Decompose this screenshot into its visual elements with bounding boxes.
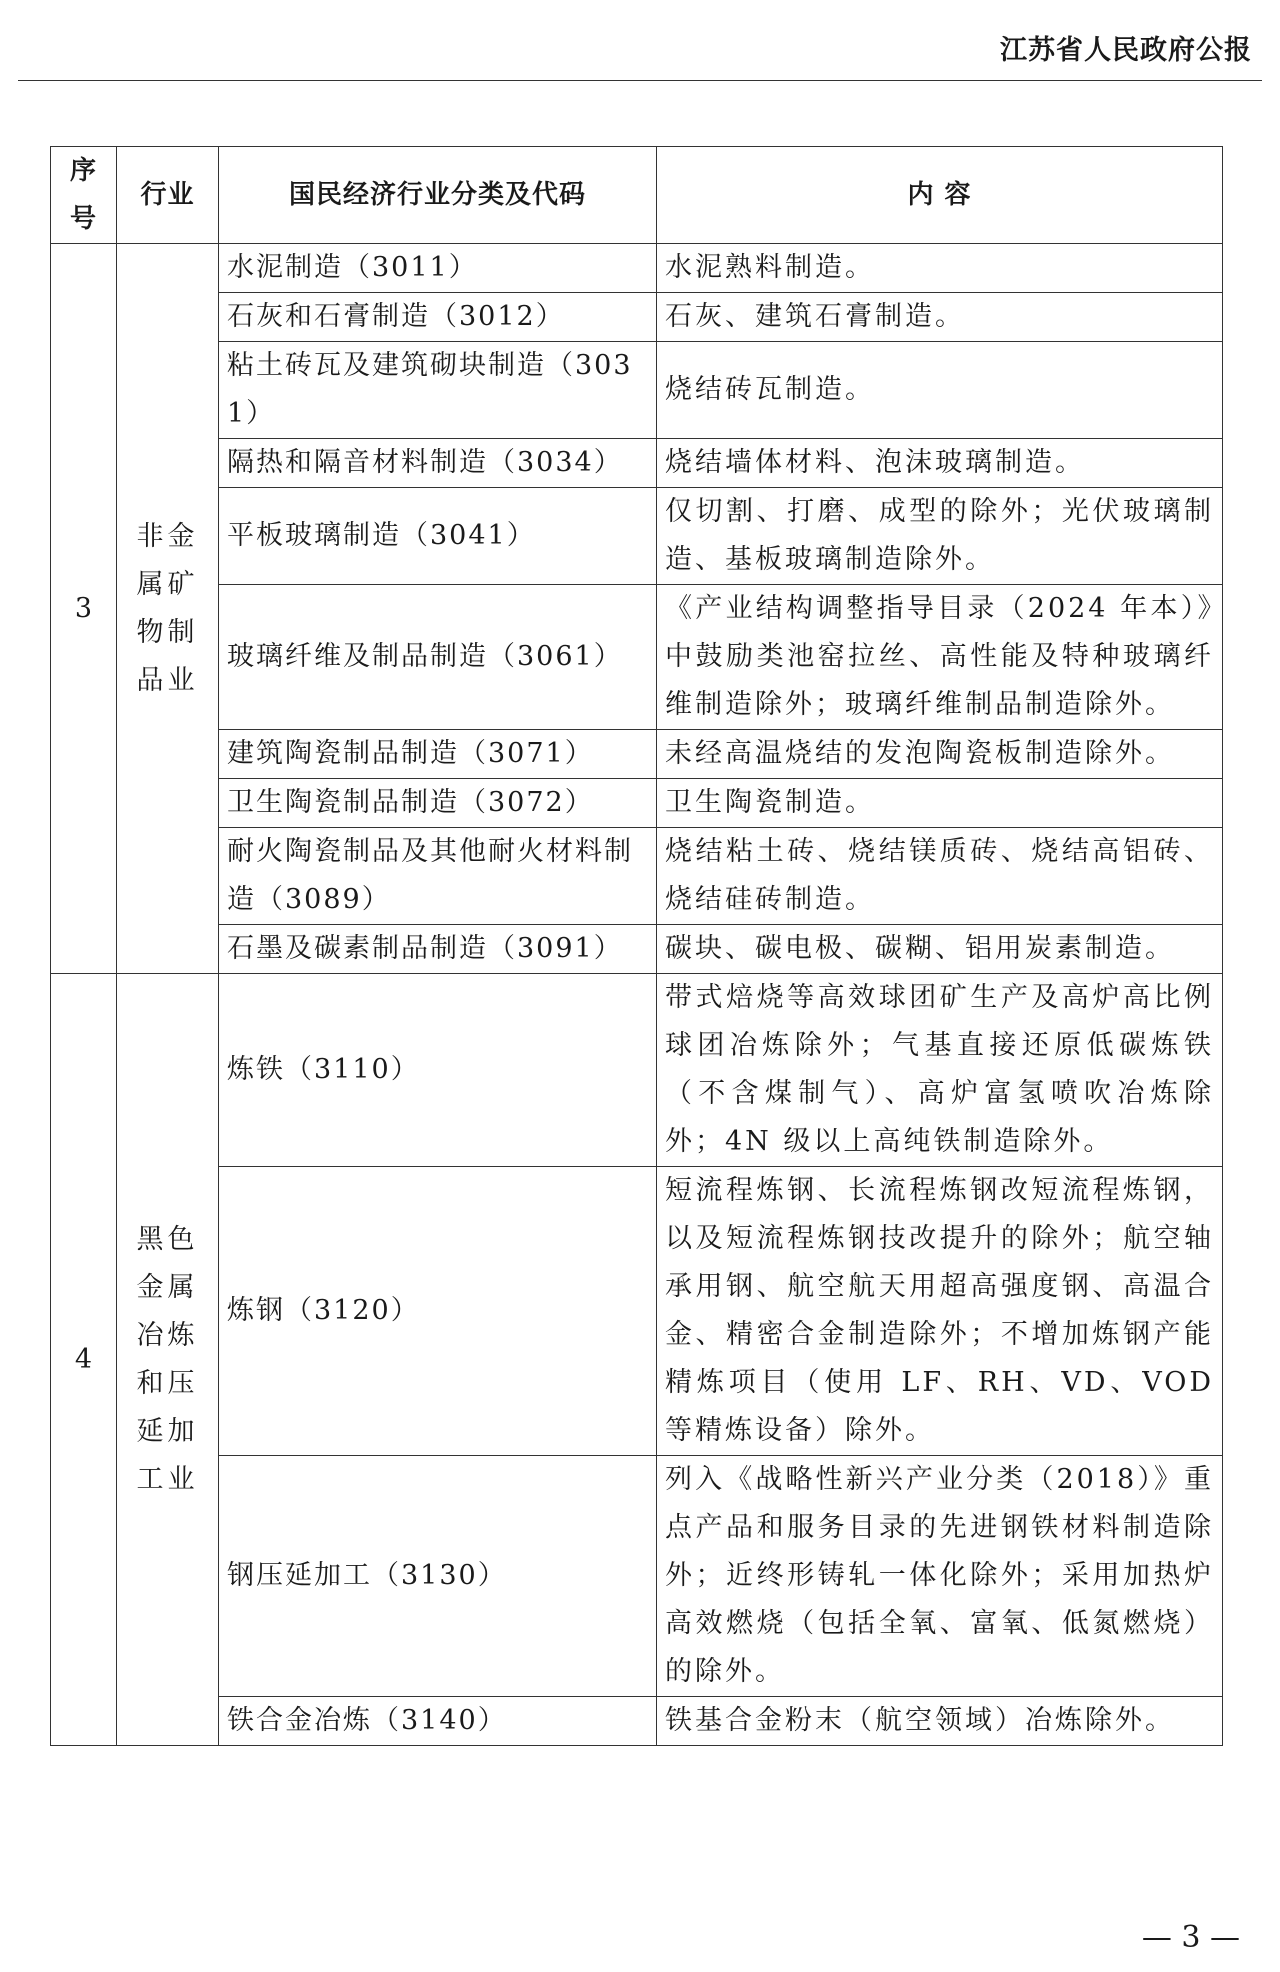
group-industry: 黑色金属冶炼和压延加工业	[117, 974, 219, 1746]
content-cell: 仅切割、打磨、成型的除外；光伏玻璃制造、基板玻璃制造除外。	[657, 488, 1223, 585]
table-row	[51, 779, 1223, 828]
content-cell: 未经高温烧结的发泡陶瓷板制造除外。	[657, 730, 1223, 779]
classification-cell: 隔热和隔音材料制造（3034）	[219, 439, 657, 488]
content-cell: 石灰、建筑石膏制造。	[657, 293, 1223, 342]
table-row	[51, 293, 1223, 342]
content-cell: 碳块、碳电极、碳糊、铝用炭素制造。	[657, 925, 1223, 974]
page-number: — 3 —	[1141, 1920, 1240, 1955]
table-row	[51, 342, 1223, 439]
table-row	[51, 1167, 1223, 1456]
table-row	[51, 730, 1223, 779]
content-cell: 烧结砖瓦制造。	[657, 342, 1223, 439]
content-cell: 带式焙烧等高效球团矿生产及高炉高比例球团冶炼除外；气基直接还原低碳炼铁（不含煤制气）、高炉富氢喷吹冶炼除外；4N 级以上高纯铁制造除外。	[657, 974, 1223, 1167]
classification-cell: 石灰和石膏制造（3012）	[219, 293, 657, 342]
table-row	[51, 1456, 1223, 1697]
table-row	[51, 585, 1223, 730]
classification-cell: 建筑陶瓷制品制造（3071）	[219, 730, 657, 779]
classification-cell: 石墨及碳素制品制造（3091）	[219, 925, 657, 974]
classification-cell: 炼钢（3120）	[219, 1167, 657, 1456]
col-header-content: 内 容	[657, 147, 1223, 244]
classification-cell: 玻璃纤维及制品制造（3061）	[219, 585, 657, 730]
header-rule	[18, 80, 1262, 81]
classification-cell: 粘土砖瓦及建筑砌块制造（3031）	[219, 342, 657, 439]
table-row	[51, 828, 1223, 925]
table-row	[51, 244, 1223, 293]
classification-cell: 钢压延加工（3130）	[219, 1456, 657, 1697]
content-cell: 水泥熟料制造。	[657, 244, 1223, 293]
classification-cell: 炼铁（3110）	[219, 974, 657, 1167]
group-number: 3	[51, 244, 117, 974]
group-industry: 非金属矿物制品业	[117, 244, 219, 974]
content-cell: 列入《战略性新兴产业分类（2018）》重点产品和服务目录的先进钢铁材料制造除外；近终形铸轧一体化除外；采用加热炉高效燃烧（包括全氧、富氧、低氮燃烧）的除外。	[657, 1456, 1223, 1697]
page-header	[0, 0, 1280, 84]
classification-cell: 耐火陶瓷制品及其他耐火材料制造（3089）	[219, 828, 657, 925]
content-cell: 烧结墙体材料、泡沫玻璃制造。	[657, 439, 1223, 488]
publication-title: 江苏省人民政府公报	[1000, 35, 1252, 66]
classification-cell: 铁合金冶炼（3140）	[219, 1697, 657, 1746]
page-footer	[0, 1920, 1280, 1955]
group-number: 4	[51, 974, 117, 1746]
table-row	[51, 439, 1223, 488]
table-row	[51, 488, 1223, 585]
col-header-industry: 行业	[117, 147, 219, 244]
classification-cell: 平板玻璃制造（3041）	[219, 488, 657, 585]
table-row	[51, 1697, 1223, 1746]
col-header-classification: 国民经济行业分类及代码	[219, 147, 657, 244]
table-row	[51, 974, 1223, 1167]
classification-cell: 卫生陶瓷制品制造（3072）	[219, 779, 657, 828]
content-cell: 卫生陶瓷制造。	[657, 779, 1223, 828]
table-row	[51, 925, 1223, 974]
content-cell: 短流程炼钢、长流程炼钢改短流程炼钢，以及短流程炼钢技改提升的除外；航空轴承用钢、航空航天用超高强度钢、高温合金、精密合金制造除外；不增加炼钢产能精炼项目（使用 LF、RH、VD、VOD 等精炼设备）除外。	[657, 1167, 1223, 1456]
content-cell: 《产业结构调整指导目录（2024 年本）》中鼓励类池窑拉丝、高性能及特种玻璃纤维制造除外；玻璃纤维制品制造除外。	[657, 585, 1223, 730]
classification-cell: 水泥制造（3011）	[219, 244, 657, 293]
content-cell: 铁基合金粉末（航空领域）冶炼除外。	[657, 1697, 1223, 1746]
content-cell: 烧结粘土砖、烧结镁质砖、烧结高铝砖、烧结硅砖制造。	[657, 828, 1223, 925]
industry-table	[50, 146, 1223, 1746]
col-header-no: 序号	[51, 147, 117, 244]
table-header-row	[51, 147, 1223, 244]
